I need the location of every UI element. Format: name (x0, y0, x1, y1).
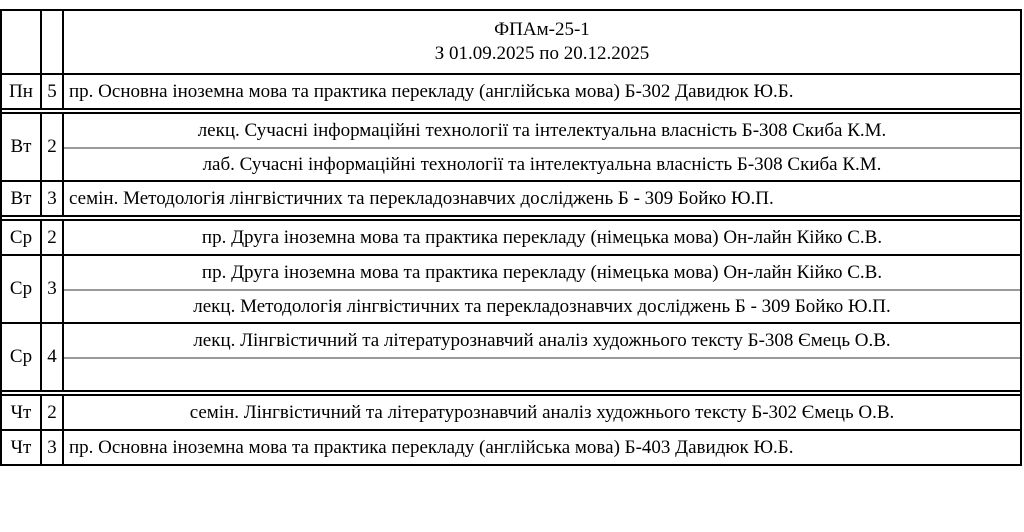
lesson-cell: лекц. Лінгвістичний та літературознавчий аналіз художнього тексту Б-308 Ємець О.В. (193, 329, 891, 351)
lesson-number-cell: 2 (42, 396, 64, 429)
lesson-number-cell: 5 (42, 75, 64, 108)
lesson-number-cell: 4 (42, 324, 64, 390)
lesson-number-cell: 3 (42, 431, 64, 464)
day-cell: Ср (2, 324, 42, 390)
lesson-cell: лекц. Методологія лінгвістичних та перекладознавчих досліджень Б - 309 Бойко Ю.П. (64, 289, 1020, 322)
lesson-cell: пр. Основна іноземна мова та практика перекладу (англійська мова) Б-403 Давидюк Ю.Б. (69, 436, 794, 458)
day-cell: Вт (2, 114, 42, 180)
table-row (2, 75, 1020, 114)
table-row (2, 324, 1020, 396)
lesson-cell: семін. Методологія лінгвістичних та перекладознавчих досліджень Б - 309 Бойко Ю.П. (69, 187, 774, 209)
lesson-cell: пр. Основна іноземна мова та практика перекладу (англійська мова) Б-302 Давидюк Ю.Б. (69, 80, 794, 102)
table-row (2, 221, 1020, 256)
schedule-title (64, 11, 1020, 73)
header-day-cell (2, 11, 42, 73)
lesson-number-cell: 3 (42, 182, 64, 215)
lesson-cell-empty (64, 357, 1020, 390)
group-name: ФПАм-25-1 (494, 19, 590, 40)
lesson-number-cell: 2 (42, 221, 64, 254)
day-cell: Ср (2, 256, 42, 322)
day-cell: Пн (2, 75, 42, 108)
schedule-header-row (2, 11, 1020, 75)
table-row (2, 256, 1020, 324)
table-row (2, 431, 1020, 464)
lesson-number-cell: 3 (42, 256, 64, 322)
schedule-table (0, 9, 1022, 466)
day-cell: Чт (2, 431, 42, 464)
lesson-number-cell: 2 (42, 114, 64, 180)
schedule-period: З 01.09.2025 по 20.12.2025 (434, 43, 650, 64)
day-cell: Ср (2, 221, 42, 254)
table-row (2, 396, 1020, 431)
table-row (2, 114, 1020, 182)
day-cell: Чт (2, 396, 42, 429)
table-row (2, 182, 1020, 221)
lesson-cell: лекц. Сучасні інформаційні технології та інтелектуальна власність Б-308 Скиба К.М. (197, 119, 887, 141)
lesson-cell: пр. Друга іноземна мова та практика перекладу (німецька мова) Он-лайн Кійко С.В. (201, 226, 883, 248)
lesson-cell: семін. Лінгвістичний та літературознавчий аналіз художнього тексту Б-302 Ємець О.В. (189, 401, 895, 423)
day-cell: Вт (2, 182, 42, 215)
lesson-cell: пр. Друга іноземна мова та практика перекладу (німецька мова) Он-лайн Кійко С.В. (201, 261, 883, 283)
lesson-cell: лаб. Сучасні інформаційні технології та інтелектуальна власність Б-308 Скиба К.М. (64, 147, 1020, 180)
header-num-cell (42, 11, 64, 73)
